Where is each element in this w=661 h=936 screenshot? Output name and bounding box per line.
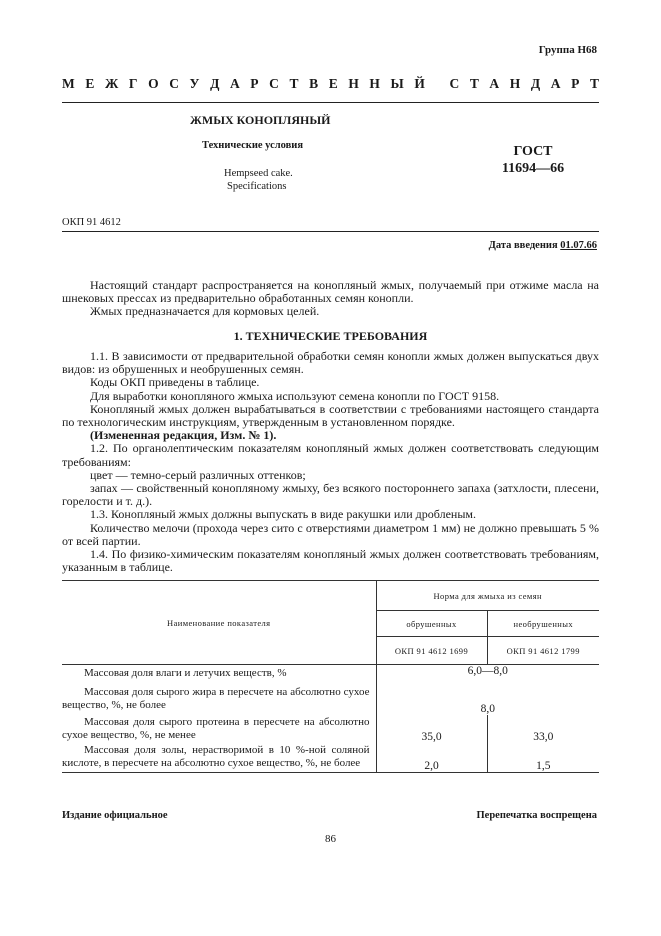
value-unhulled: 33,0 — [487, 715, 599, 743]
banner-letter: Р — [571, 76, 580, 91]
reprint-prohibited: Перепечатка воспрещена — [476, 810, 597, 821]
okp-code: ОКП 91 4612 — [62, 217, 121, 228]
gost-number — [488, 143, 578, 177]
header-rule-top — [62, 102, 599, 103]
banner-letter: С — [449, 76, 460, 91]
col-hulled-header: обрушенных — [376, 611, 487, 637]
banner-letter: У — [189, 76, 200, 91]
banner-letter: С — [269, 76, 279, 91]
banner-letter: А — [550, 76, 561, 91]
value-hulled: 35,0 — [376, 715, 487, 743]
paragraph: 1.2. По органолептическим показателям конопляный жмых должен соответствовать следующим требованиям: — [62, 441, 599, 469]
paragraph: Для выработки конопляного жмыха используют семена конопли по ГОСТ 9158. — [90, 388, 500, 403]
date-label: Дата введения — [488, 240, 558, 251]
banner-letter: Т — [469, 76, 479, 91]
value-merged: 8,0 — [376, 683, 599, 715]
document-title: ЖМЫХ КОНОПЛЯНЫЙ — [190, 113, 331, 127]
paragraph: Коды ОКП приведены в таблице. — [90, 375, 260, 390]
table-row — [62, 715, 599, 743]
indicator-name: Массовая доля влаги и летучих веществ, % — [62, 665, 376, 683]
paragraph: Конопляный жмых должен вырабатываться в соответствии с требованиями настоящего стандарта по технологическим инструкциям, утвержденным в установленном порядке. — [62, 401, 599, 430]
banner-letter: А — [229, 76, 240, 91]
paragraph: цвет — темно-серый различных оттенков; — [90, 467, 306, 482]
banner-letter: С — [169, 76, 179, 91]
banner-letter: Ы — [390, 76, 404, 91]
value-hulled: 2,0 — [376, 743, 487, 773]
col-norm-header: Норма для жмыха из семян — [376, 581, 599, 611]
effective-date — [489, 240, 597, 251]
intro-paragraph: Настоящий стандарт распространяется на конопляный жмых, получаемый при отжиме масла на шнековых прессах из предварительно обработанных семян конопли. — [62, 278, 599, 306]
title-english-2: Specifications — [227, 181, 287, 192]
indicator-name: Массовая доля сырого жира в пересчете на абсолютно сухое вещество, %, не более — [62, 683, 376, 715]
gost-code: 11694—66 — [501, 161, 565, 176]
section-body — [62, 350, 599, 574]
banner-letter: Н — [369, 76, 380, 91]
banner-letter: Н — [509, 76, 521, 91]
paragraph: 1.4. По физико-химическим показателям конопляный жмых должен соответствовать требованиям, указанным в таблице. — [62, 547, 599, 575]
table-row — [62, 683, 599, 715]
banner-gap — [436, 76, 439, 92]
banner-letter: М — [62, 76, 75, 91]
intro-paragraph: Жмых предназначается для кормовых целей. — [90, 304, 320, 319]
gost-label: ГОСТ — [513, 144, 553, 159]
banner-letter: В — [309, 76, 319, 91]
banner-letter: Й — [414, 76, 425, 91]
table-row — [62, 665, 599, 683]
banner-letter: А — [489, 76, 500, 91]
page-number: 86 — [325, 833, 336, 845]
amendment-note: (Измененная редакция, Изм. № 1). — [90, 428, 277, 443]
interstate-standard-banner — [62, 76, 599, 92]
paragraph: запах — свойственный конопляному жмыху, без всякого постороннего запаха (затхлости, плесени, горелости и т. д.). — [62, 481, 599, 509]
col-indicator-header: Наименование показателя — [62, 581, 376, 665]
banner-letter: Р — [250, 76, 259, 91]
banner-letter: Д — [210, 76, 220, 91]
intro — [62, 279, 599, 319]
banner-letter: Т — [589, 76, 599, 91]
banner-letter: Г — [128, 76, 138, 91]
col-unhulled-header: необрушенных — [487, 611, 599, 637]
banner-letter: Ж — [104, 76, 119, 91]
paragraph: 1.3. Конопляный жмых должны выпускать в виде ракушки или дробленым. — [90, 507, 476, 522]
paragraph: Количество мелочи (прохода через сито с отверстиями диаметром 1 мм) не должно превышать 5 % от всей партии. — [62, 520, 599, 548]
okp-hulled: ОКП 91 4612 1699 — [376, 637, 487, 665]
section-heading: 1. ТЕХНИЧЕСКИЕ ТРЕБОВАНИЯ — [233, 329, 428, 343]
official-edition: Издание официальное — [62, 810, 168, 821]
date-value: 01.07.66 — [560, 240, 597, 251]
document-subtitle: Технические условия — [202, 140, 304, 151]
paragraph: 1.1. В зависимости от предварительной обработки семян конопли жмых должен выпускаться двух видов: из обрушенных и необрушенных семян. — [62, 349, 599, 377]
indicator-name: Массовая доля золы, нерастворимой в 10 %-ной соляной кислоте, в пересчете на абсолютно сухое вещество, %, не более — [62, 743, 376, 773]
banner-letter: Т — [289, 76, 299, 91]
header-rule-bottom — [62, 231, 599, 232]
banner-letter: О — [148, 76, 159, 91]
requirements-table — [62, 580, 599, 773]
banner-letter: Е — [85, 76, 95, 91]
table-row — [62, 743, 599, 773]
banner-letter: Д — [530, 76, 541, 91]
banner-letter: Е — [328, 76, 338, 91]
indicator-name: Массовая доля сырого протеина в пересчете на абсолютно сухое вещество, %, не менее — [62, 715, 376, 743]
okp-unhulled: ОКП 91 4612 1799 — [487, 637, 599, 665]
value-merged: 6,0—8,0 — [376, 665, 599, 683]
group-code: Группа Н68 — [538, 44, 597, 56]
banner-letter: Н — [348, 76, 359, 91]
title-english-1: Hempseed cake. — [224, 168, 293, 179]
value-unhulled: 1,5 — [487, 743, 599, 773]
